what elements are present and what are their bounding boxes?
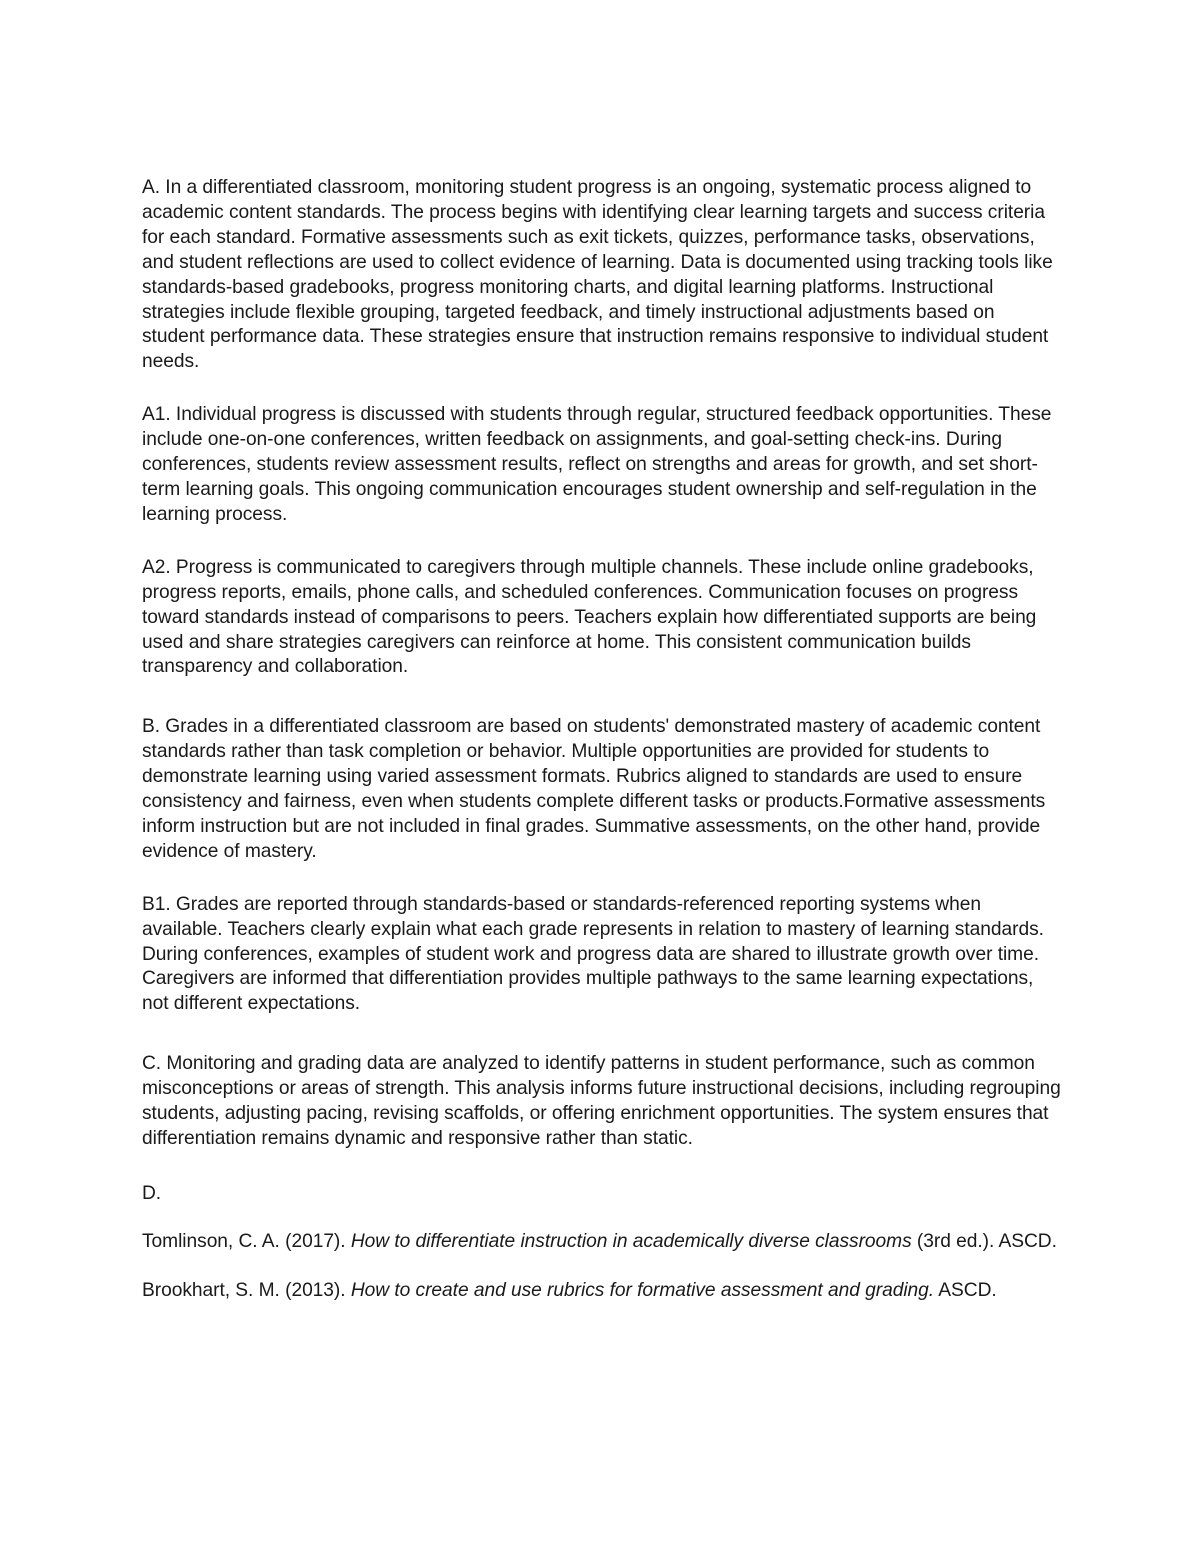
reference-publisher: (3rd ed.). ASCD.	[911, 1230, 1057, 1252]
reference-title: How to create and use rubrics for formative assessment and grading.	[350, 1279, 935, 1301]
document-body	[142, 176, 1062, 1328]
reference-title: How to differentiate instruction in academically diverse classrooms	[350, 1230, 912, 1252]
reference-item	[142, 1230, 1062, 1255]
reference-author-year: Brookhart, S. M. (2013).	[142, 1279, 351, 1301]
section-b1-paragraph: B1. Grades are reported through standards-based or standards-referenced reporting systems when available. Teachers clearly explain what each grade represents in relation to mastery of learning standards. During conferences, examples of student work and progress data are shared to illustrate growth over time. Caregivers are informed that differentiation provides multiple pathways to the same learning expectations, not different expectations.	[142, 893, 1044, 1015]
section-a-paragraph: A. In a differentiated classroom, monitoring student progress is an ongoing, systematic process aligned to academic content standards. The process begins with identifying clear learning targets and success criteria for each standard. Formative assessments such as exit tickets, quizzes, performance tasks, observations, and student reflections are used to collect evidence of learning. Data is documented using tracking tools like standards-based gradebooks, progress monitoring charts, and digital learning platforms. Instructional strategies include flexible grouping, targeted feedback, and timely instructional adjustments based on student performance data. These strategies ensure that instruction remains responsive to individual student needs.	[142, 177, 1053, 373]
section-c-paragraph: C. Monitoring and grading data are analyzed to identify patterns in student performance, such as common misconceptions or areas of strength. This analysis informs future instructional decisions, including regrouping students, adjusting pacing, revising scaffolds, or offering enrichment opportunities. The system ensures that differentiation remains dynamic and responsive rather than static.	[142, 1053, 1061, 1149]
reference-item	[142, 1279, 1062, 1304]
reference-publisher: ASCD.	[934, 1279, 997, 1301]
section-b-paragraph: B. Grades in a differentiated classroom are based on students' demonstrated mastery of academic content standards rather than task completion or behavior. Multiple opportunities are provided for students to demonstrate learning using varied assessment formats. Rubrics aligned to standards are used to ensure consistency and fairness, even when students complete different tasks or products.Formative assessments inform instruction but are not included in final grades. Summative assessments, on the other hand, provide evidence of mastery.	[142, 716, 1046, 862]
section-d-label: D.	[142, 1182, 162, 1204]
section-a2-paragraph: A2. Progress is communicated to caregivers through multiple channels. These include online gradebooks, progress reports, emails, phone calls, and scheduled conferences. Communication focuses on progress toward standards instead of comparisons to peers. Teachers explain how differentiated supports are being used and share strategies caregivers can reinforce at home. This consistent communication builds transparency and collaboration.	[142, 556, 1037, 678]
section-a1-paragraph: A1. Individual progress is discussed with students through regular, structured feedback opportunities. These include one-on-one conferences, written feedback on assignments, and goal-setting check-ins. During conferences, students review assessment results, reflect on strengths and areas for growth, and set short-term learning goals. This ongoing communication encourages student ownership and self-regulation in the learning process.	[142, 404, 1052, 525]
reference-author-year: Tomlinson, C. A. (2017).	[142, 1230, 351, 1252]
